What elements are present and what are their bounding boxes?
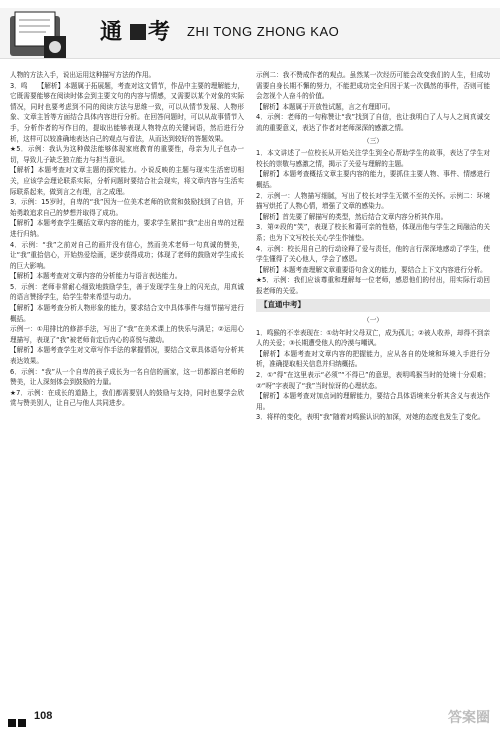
page-marker-icon — [8, 712, 28, 731]
header-title-b: 考 — [148, 19, 177, 45]
left-para: 【解析】本题考查对文章内容的分析能力与语言表达能力。 — [10, 272, 182, 281]
left-para: 4．示例：“我”之前对自己的画并没有信心，然而美术老师一句真诚的赞美，让“我”重拾信心，开始热爱绘画，逐步获得成功；体现了老师的鼓励对学生成长的巨大影响。 — [10, 240, 244, 270]
right-para: 4．示例：校长用自己的行动诠释了爱与责任，他的言行深深地感动了学生，使学生懂得了关心他人，学会了感恩。 — [256, 244, 490, 264]
left-para: 6．示例：“我”从一个自卑的孩子成长为一名自信的画家，这一切都源自老师的赞美，让人深刻体会到鼓励的力量。 — [10, 367, 244, 387]
right-para: 【解析】本题考查对加点词的理解能力，要结合具体语境来分析其含义与表达作用。 — [256, 392, 490, 411]
header-book-illustration-icon — [6, 6, 70, 62]
right-para: 4．示例：老师的一句称赞让“我”找到了自信，也让我明白了人与人之间真诚交流的重要意义，表达了作者对老师深深的感激之情。 — [256, 113, 490, 132]
right-para: 3．将样的变化，表明“我”随着对鸣猴认识的加深，对她的态度也发生了变化。 — [256, 413, 485, 422]
right-para: 【解析】首先要了解描写的类型，然后结合文章内容分析其作用。 — [256, 212, 448, 221]
right-para: 示例二：我不赞成作者的观点。虽然某一次经历可能会改变我们的人生，但成功需要自身长期不懈的努力，不能把成功完全归因于某一次偶然的事件，否则可能会忽视个人奋斗的价值。 — [256, 71, 490, 101]
header-title — [100, 15, 176, 46]
left-para: 5．示例：老师非常耐心细致地鼓励学生，善于发现学生身上的闪光点，用真诚的语言赞扬学生，给学生带来希望与动力。 — [10, 282, 244, 302]
section-heading: （三） — [363, 136, 383, 145]
right-para: 2．示例一：人物描写细腻，写出了校长对学生无微不至的关怀。示例二：环境描写烘托了人物心情，增强了文章的感染力。 — [256, 191, 490, 211]
page-number: 108 — [34, 710, 53, 722]
left-para: 3．示例：15岁时，自卑的“我”因为一位美术老师的欣赏和鼓励找到了自信，开始勇敢追求自己的梦想并取得了成功。 — [10, 198, 244, 217]
left-para: 人物的方法入手，说出运用这种描写方法的作用。 — [10, 71, 156, 79]
right-para: 3．第②段的“笑”，表现了校长和蔼可亲的性格，体现出他与学生之间融洽的关系；也为下文写校长关心学生作铺垫。 — [256, 223, 490, 242]
section-heading: （一） — [363, 316, 383, 325]
right-para: 2．①“得”在这里表示“必须”“不得已”的意思，表明鸣猴当时的处境十分艰难；②“呀”字表现了“我”当时惊讶的心理状态。 — [256, 371, 490, 390]
page-header — [0, 0, 500, 70]
left-para: 【解析】本题考查分析人物形象的能力，要求结合文中具体事件与细节描写进行概括。 — [10, 304, 244, 323]
header-title-block-icon — [130, 24, 146, 40]
right-column — [256, 70, 490, 423]
left-column — [10, 70, 244, 409]
left-para: 【解析】本题考查对文章主题的探究能力。小说反映的主题与现实生活密切相关，应该学会理论联系实际，分析问题时要结合社会现实，将文章内容与生活实际联系起来，做到言之有理，言之成理。 — [10, 166, 244, 196]
header-title-a: 通 — [100, 19, 129, 45]
left-para: 【解析】本题考查学生概括文章内容的能力，要求学生紧扣“我”走出自卑的过程进行归纳。 — [10, 219, 244, 238]
left-para: 3．鸣 【解析】本题属于拓展题，考查对这文情节，作品中主要的理解能力，它既需要能够在阅读时体会到主要文句的内容与情感，又需要以某个对象的实际情况，同时也要考虑到不同的阅读方法与思维一致，可以从情节发展、人物形象、文章主旨等方面结合具体内容进行分析。在回答问题时，可以从故事情节入手，分析作者的写作目的，提取出能够表现人物特点的关键词语，然后进行分析，这样可以较准确地表达自己的观点与看法，从而达到较好的答题效果。 — [10, 81, 244, 143]
right-para: 1．鸣猴的不幸表现在：①幼年时父母双亡，成为孤儿；②被人收养，却得不到亲人的关爱；③长期遭受他人的冷漠与嘲讽。 — [256, 328, 490, 348]
left-para: 示例一：①用排比的修辞手法，写出了“我”在美术课上的快乐与满足；②运用心理描写，表现了“我”被老师肯定后内心的喜悦与激动。 — [10, 325, 244, 344]
right-para: 1．本文讲述了一位校长从开始关注学生到全心帮助学生的故事，表达了学生对校长的崇敬与感激之情，揭示了关爱与理解的主题。 — [256, 149, 490, 168]
right-para: 【解析】本题考查概括文章主要内容的能力，要抓住主要人物、事件、情感进行概括。 — [256, 170, 490, 189]
right-para: 【解析】本题属于开放性试题，言之有理即可。 — [256, 102, 395, 111]
left-para: ★7．示例：在成长的道路上，我们都需要别人的鼓励与支持，同时也要学会欣赏与赞美别人，让自己与他人共同进步。 — [10, 388, 244, 408]
page-footer — [0, 707, 500, 729]
section-band-heading: 【直通中考】 — [256, 299, 490, 312]
header-pinyin: ZHI TONG ZHONG KAO — [187, 24, 340, 39]
left-para: 【解析】本题考查学生对文章写作手法的掌握情况，要结合文章具体语句分析其表达效果。 — [10, 346, 244, 366]
left-para: ★5．示例：我认为这种做法能够体现家庭教育的重要性，母亲为儿子包办一切，导致儿子缺乏独立能力与担当意识。 — [10, 145, 244, 164]
right-para: 【解析】本题考查理解文章重要语句含义的能力，要结合上下文内容进行分析。 — [256, 265, 487, 274]
right-para: ★5．示例：我们应该尊重和理解每一位老师，感恩他们的付出，用实际行动回报老师的关爱。 — [256, 276, 490, 295]
watermark: 答案圈 — [448, 709, 490, 725]
right-para: 【解析】本题考查对文章内容的把握能力，应从各自的处境和环境入手进行分析，准确提取相关信息并归纳概括。 — [256, 349, 490, 369]
